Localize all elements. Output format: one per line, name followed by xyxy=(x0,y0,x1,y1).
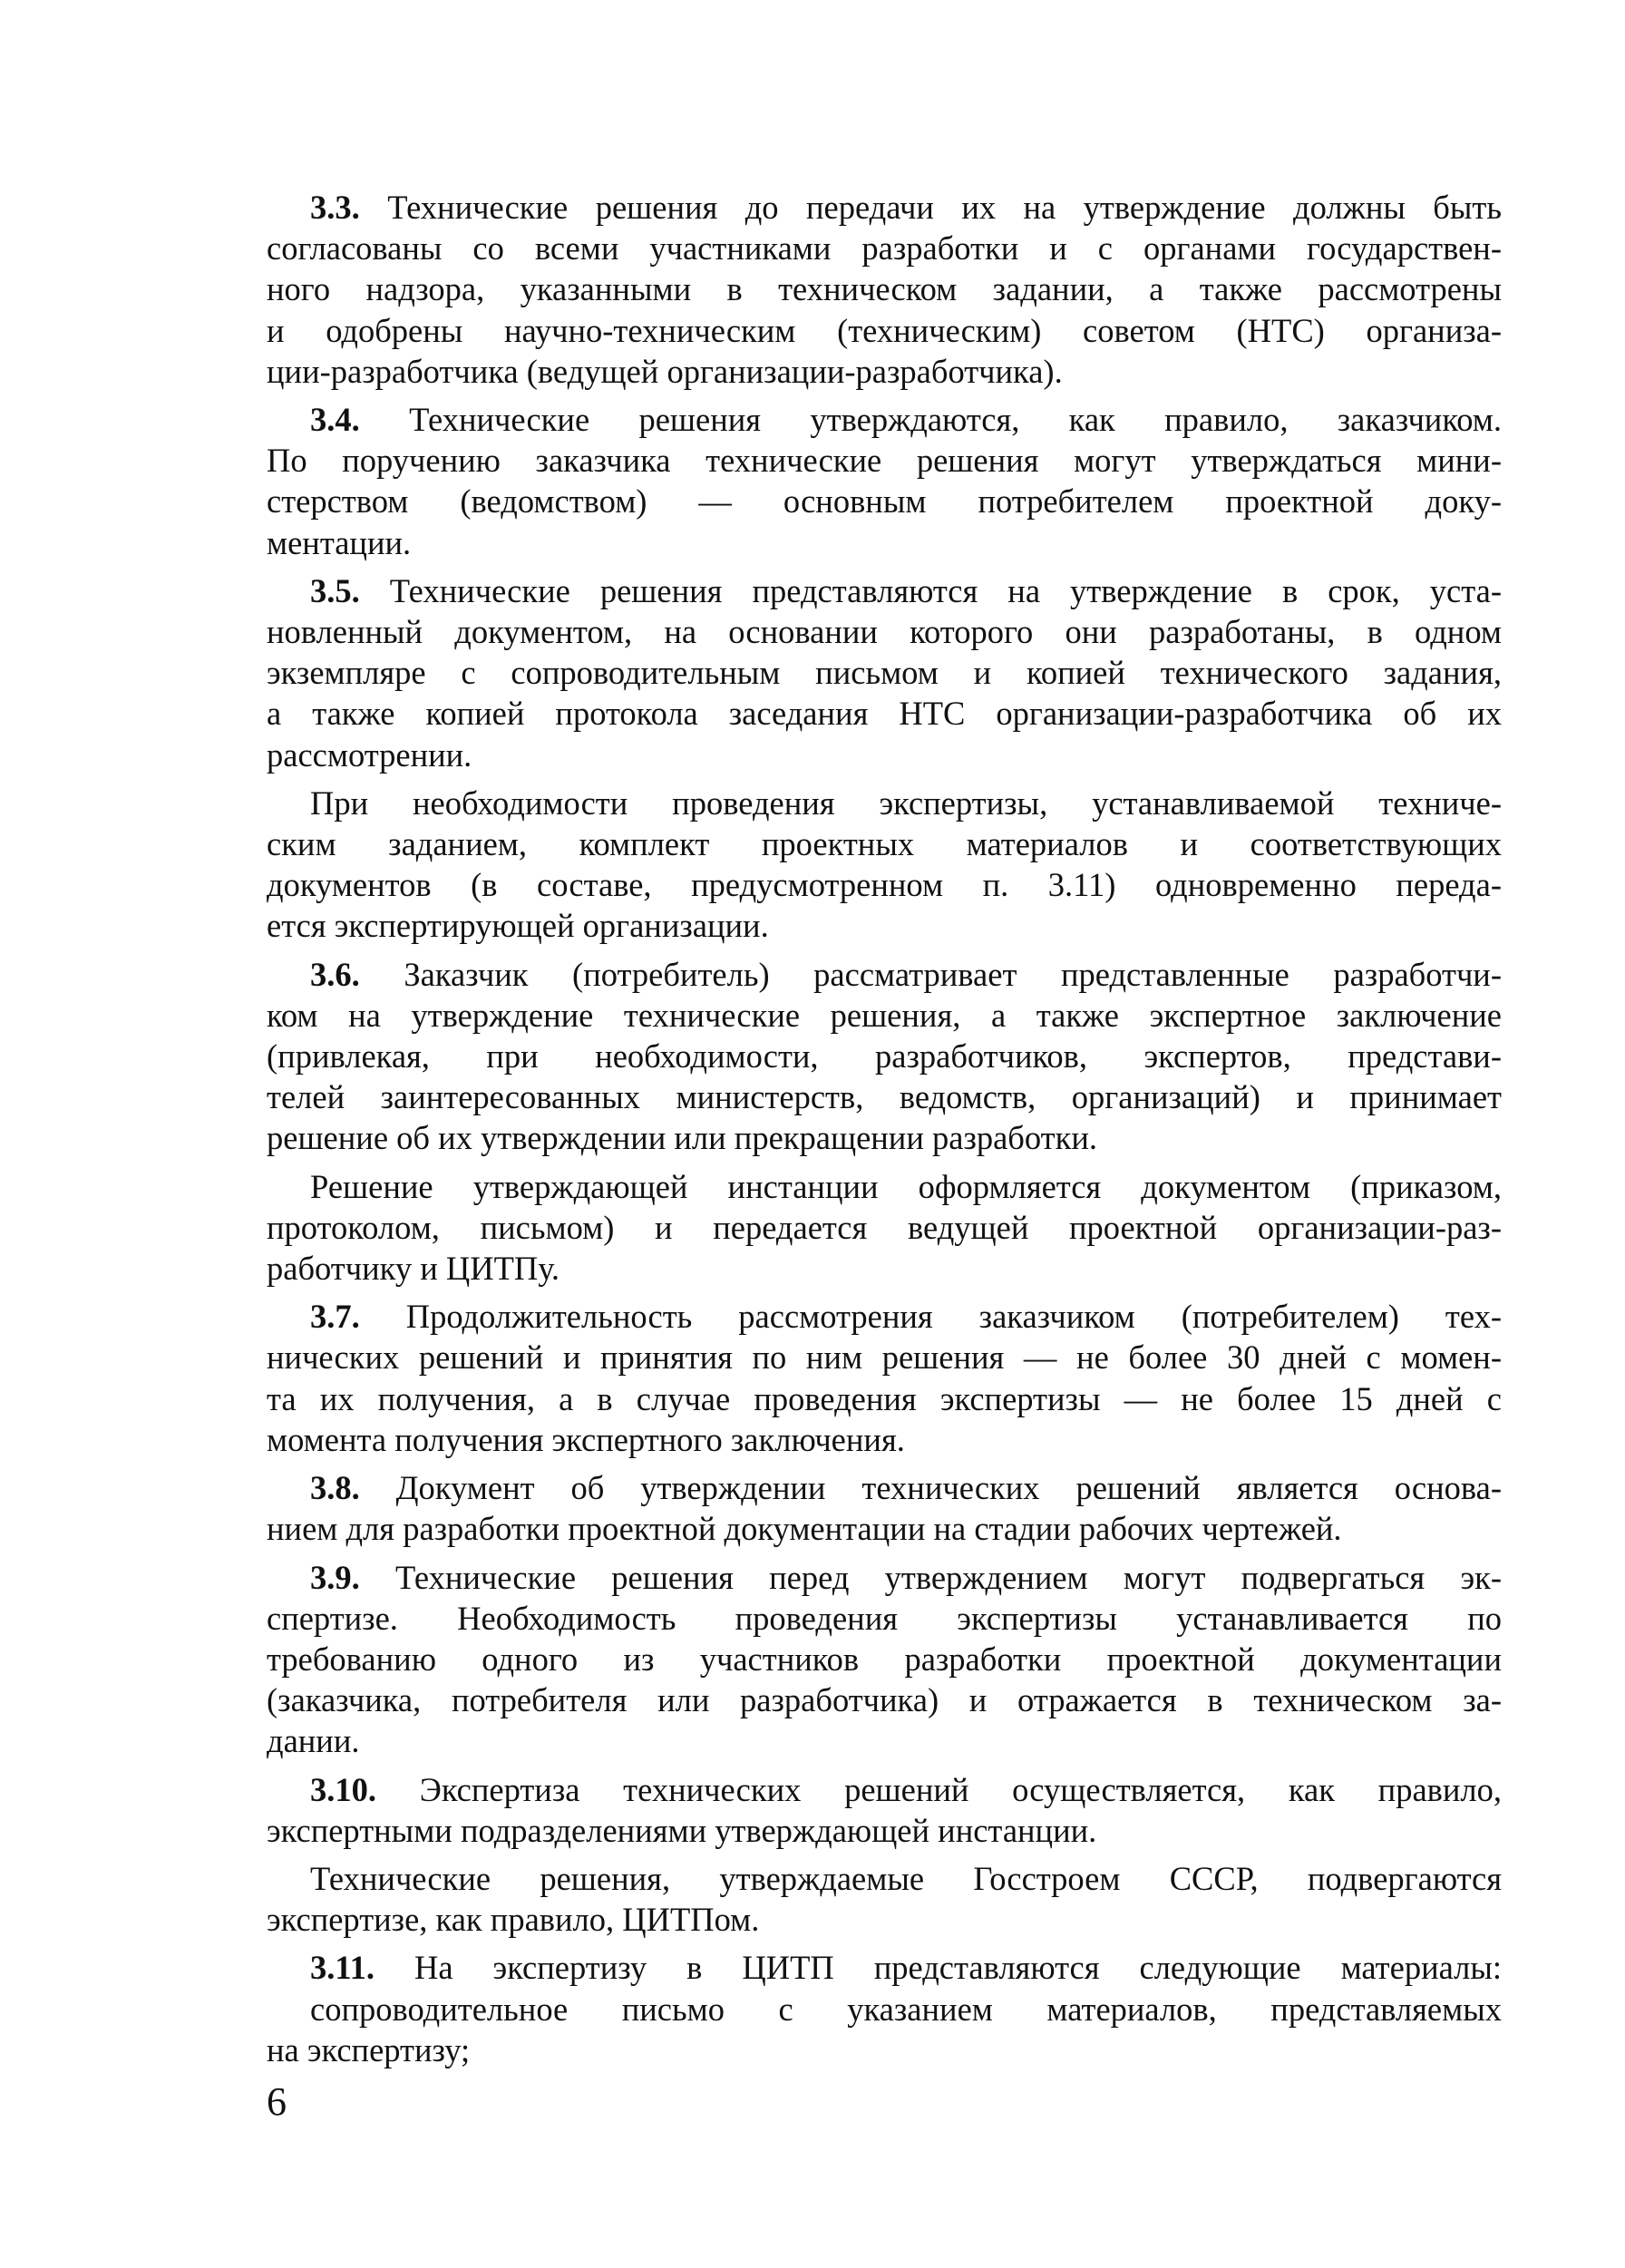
text-line: стерством (ведомством) — основным потребителем проектной доку- xyxy=(267,482,1502,521)
text-line: дании. xyxy=(267,1722,360,1760)
text-line: Решение утверждающей инстанции оформляется документом (приказом, xyxy=(310,1167,1502,1205)
paragraph-3-9 xyxy=(267,1557,1502,1762)
clause-number: 3.8. xyxy=(310,1469,360,1507)
clause-number: 3.6. xyxy=(310,955,360,993)
paragraph-3-10 xyxy=(267,1769,1502,1851)
body-text xyxy=(267,187,1502,2070)
text-line: (привлекая, при необходимости, разработчиков, экспертов, представи- xyxy=(267,1037,1502,1076)
paragraph-3-6 xyxy=(267,954,1502,1159)
text-line: а также копией протокола заседания НТС организации-разработчика об их xyxy=(267,695,1502,733)
clause-number: 3.10. xyxy=(310,1770,376,1808)
paragraph-3-6-continued xyxy=(267,1166,1502,1290)
text-line: ного надзора, указанными в техническом задании, а также рассмотрены xyxy=(267,270,1502,308)
text-line: телей заинтересованных министерств, ведомств, организаций) и принимает xyxy=(267,1078,1502,1116)
clause-number: 3.7. xyxy=(310,1298,360,1336)
text-line: спертизе. Необходимость проведения экспертизы устанавливается по xyxy=(267,1599,1502,1637)
text-line: сопроводительное письмо с указанием материалов, представляемых xyxy=(310,1990,1502,2028)
paragraph-3-5-continued xyxy=(267,783,1502,947)
paragraph-3-5 xyxy=(267,570,1502,775)
text-line: экспертными подразделениями утверждающей инстанции. xyxy=(267,1811,1097,1849)
clause-number: 3.3. xyxy=(310,189,360,226)
text-line: Технические решения, утверждаемые Госстроем СССР, подвергаются xyxy=(310,1859,1502,1897)
text-line: 3.3. Технические решения до передачи их на утверждение должны быть xyxy=(310,189,1502,226)
text-line: 3.8. Документ об утверждении технических решений является основа- xyxy=(310,1469,1502,1507)
text-line: на экспертизу; xyxy=(267,2030,471,2068)
text-line: ментации. xyxy=(267,523,412,561)
text-line: При необходимости проведения экспертизы, устанавливаемой техниче- xyxy=(310,784,1502,822)
text-line: новленный документом, на основании которого они разработаны, в одном xyxy=(267,613,1502,651)
clause-number: 3.9. xyxy=(310,1558,360,1596)
text-line: ется экспертирующей организации. xyxy=(267,907,769,945)
clause-number: 3.11. xyxy=(310,1949,375,1987)
text-line: согласованы со всеми участниками разработки и с органами государствен- xyxy=(267,229,1502,268)
paragraph-3-8 xyxy=(267,1467,1502,1549)
paragraph-3-4 xyxy=(267,399,1502,563)
text-line: экспертизе, как правило, ЦИТПом. xyxy=(267,1901,760,1939)
clause-number: 3.4. xyxy=(310,401,360,439)
text-line: момента получения экспертного заключения. xyxy=(267,1420,905,1458)
text-line: ским заданием, комплект проектных материалов и соответствующих xyxy=(267,825,1502,863)
text-line: та их получения, а в случае проведения экспертизы — не более 15 дней с xyxy=(267,1379,1502,1417)
text-line: нием для разработки проектной документации на стадии рабочих чертежей. xyxy=(267,1510,1342,1548)
text-line: 3.9. Технические решения перед утверждением могут подвергаться эк- xyxy=(310,1558,1502,1596)
paragraph-3-11 xyxy=(267,1947,1502,1988)
paragraph-3-11-continued xyxy=(267,1989,1502,2070)
text-line: ции-разработчика (ведущей организации-разработчика). xyxy=(267,352,1063,390)
text-line: и одобрены научно-техническим (техническим) советом (НТС) организа- xyxy=(267,311,1502,349)
text-line: нических решений и принятия по ним решения — не более 30 дней с момен- xyxy=(267,1338,1502,1377)
text-line: решение об их утверждении или прекращении разработки. xyxy=(267,1119,1097,1157)
page-number: 6 xyxy=(267,2079,287,2124)
clause-number: 3.5. xyxy=(310,571,360,609)
paragraph-3-3 xyxy=(267,187,1502,392)
text-line: (заказчика, потребителя или разработчика) и отражается в техническом за- xyxy=(267,1681,1502,1719)
text-line: 3.7. Продолжительность рассмотрения заказчиком (потребителем) тех- xyxy=(310,1298,1503,1336)
text-line: экземпляре с сопроводительным письмом и копией технического задания, xyxy=(267,654,1502,692)
text-line: ком на утверждение технические решения, а также экспертное заключение xyxy=(267,996,1502,1034)
text-line: 3.5. Технические решения представляются на утверждение в срок, уста- xyxy=(310,571,1502,609)
text-line: рассмотрении. xyxy=(267,735,472,774)
text-line: документов (в составе, предусмотренном п. 3.11) одновременно переда- xyxy=(267,866,1502,904)
text-line: 3.10. Экспертиза технических решений осуществляется, как правило, xyxy=(310,1770,1503,1808)
text-line: 3.11. На экспертизу в ЦИТП представляются следующие материалы: xyxy=(310,1949,1503,1987)
paragraph-3-10-continued xyxy=(267,1858,1502,1940)
text-line: 3.4. Технические решения утверждаются, как правило, заказчиком. xyxy=(310,401,1503,439)
text-line: 3.6. Заказчик (потребитель) рассматривает представленные разработчи- xyxy=(310,955,1503,993)
paragraph-3-7 xyxy=(267,1296,1502,1460)
text-line: работчику и ЦИТПу. xyxy=(267,1250,560,1288)
text-line: требованию одного из участников разработки проектной документации xyxy=(267,1640,1502,1678)
text-line: протоколом, письмом) и передается ведущей проектной организации-раз- xyxy=(267,1208,1502,1246)
text-line: По поручению заказчика технические решения могут утверждаться мини- xyxy=(267,442,1502,480)
